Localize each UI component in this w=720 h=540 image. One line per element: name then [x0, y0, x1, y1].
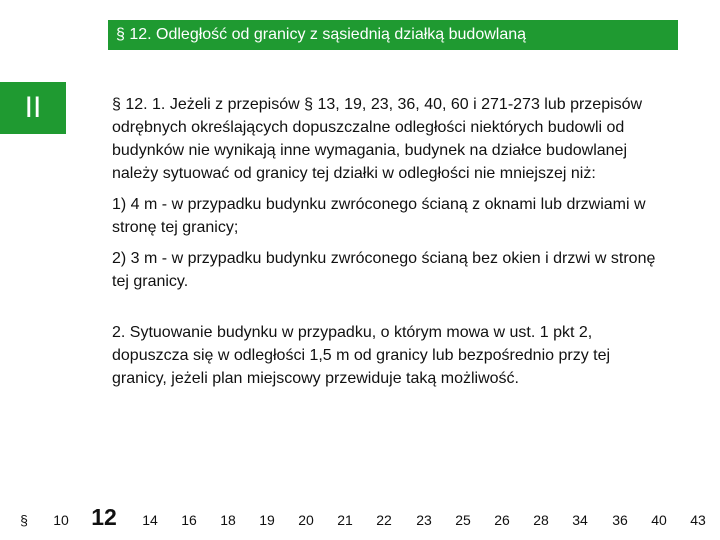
nav-link-25[interactable]: 25	[455, 512, 471, 528]
regulation-text	[112, 93, 660, 390]
nav-link-23[interactable]: 23	[416, 512, 432, 528]
nav-link-22[interactable]: 22	[376, 512, 392, 528]
nav-link-28[interactable]: 28	[533, 512, 549, 528]
nav-link-26[interactable]: 26	[494, 512, 510, 528]
section-title-bar	[108, 20, 678, 50]
nav-link-18[interactable]: 18	[220, 512, 236, 528]
nav-link-16[interactable]: 16	[181, 512, 197, 528]
nav-link-21[interactable]: 21	[337, 512, 353, 528]
nav-link-10[interactable]: 10	[53, 512, 69, 528]
nav-link-section-symbol[interactable]: §	[20, 512, 28, 528]
paragraph-2: 2. Sytuowanie budynku w przypadku, o którym mowa w ust. 1 pkt 2, dopuszcza się w odległości 1,5 m od granicy lub bezpośrednio przy tej granicy, jeżeli plan miejscowy przewiduje taką możliwość.	[112, 324, 611, 387]
section-navigation	[0, 500, 720, 536]
nav-current-12: 12	[91, 504, 117, 530]
nav-link-43[interactable]: 43	[690, 512, 706, 528]
nav-link-40[interactable]: 40	[651, 512, 667, 528]
list-item-1: 1) 4 m - w przypadku budynku zwróconego ścianą z oknami lub drzwiami w stronę tej granicy;	[112, 196, 646, 236]
paragraph-1: § 12. 1. Jeżeli z przepisów § 13, 19, 23, 36, 40, 60 i 271-273 lub przepisów odrębnych określających dopuszczalne odległości niektórych budowli od budynków nie wynikają inne wymagania, budynek na działce budowlanej należy sytuować od granicy tej działki w odległości nie mniejszej niż:	[112, 96, 643, 182]
section-title: § 12. Odległość od granicy z sąsiednią działką budowlaną	[116, 26, 527, 43]
nav-link-14[interactable]: 14	[142, 512, 158, 528]
nav-link-20[interactable]: 20	[298, 512, 314, 528]
nav-link-34[interactable]: 34	[572, 512, 588, 528]
nav-link-36[interactable]: 36	[612, 512, 628, 528]
nav-link-19[interactable]: 19	[259, 512, 275, 528]
list-item-2: 2) 3 m - w przypadku budynku zwróconego ścianą bez okien i drzwi w stronę tej granicy.	[112, 250, 656, 290]
chapter-marker: II	[0, 82, 66, 134]
